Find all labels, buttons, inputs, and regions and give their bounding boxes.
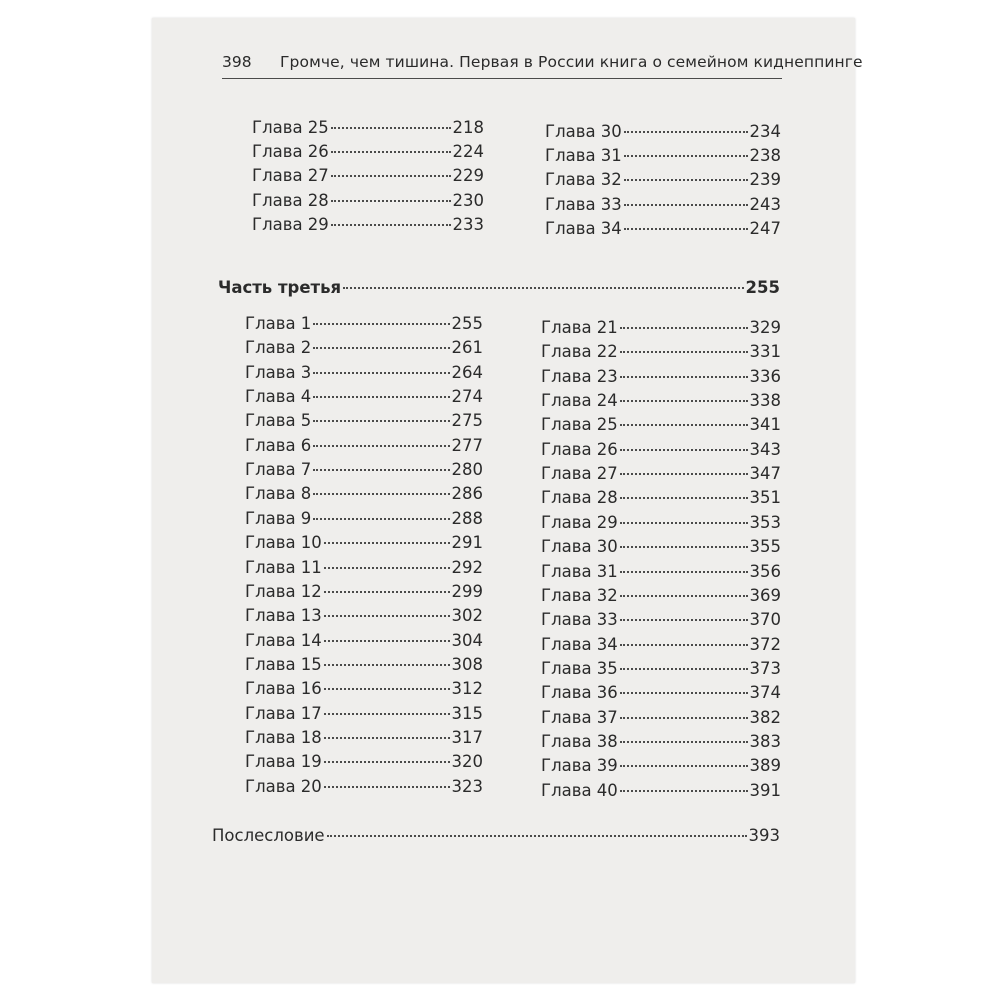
- toc-entry-label: Глава 34: [545, 218, 622, 238]
- dot-leader: [620, 668, 748, 670]
- toc-entry-label: Глава 4: [245, 387, 312, 407]
- toc-entry-label: Глава 8: [245, 484, 312, 504]
- toc-entry-label: Глава 30: [545, 122, 622, 141]
- toc-chapter-entry: [541, 779, 781, 803]
- toc-chapter-entry: [245, 629, 483, 653]
- toc-entry-page: 239: [749, 170, 781, 190]
- toc-entry-label: Глава 17: [245, 703, 322, 723]
- toc-entry-page: 280: [451, 460, 483, 480]
- toc-entry-page: 391: [749, 780, 781, 800]
- toc-entry-label: Глава 33: [545, 194, 622, 214]
- dot-leader: [620, 327, 748, 329]
- toc-entry-page: 230: [452, 190, 484, 210]
- toc-entry-page: 255: [451, 314, 483, 333]
- toc-chapter-entry: [541, 462, 781, 486]
- toc-entry-page: 224: [452, 142, 484, 162]
- toc-entry-label: Глава 28: [252, 190, 329, 210]
- toc-entry-label: Глава 25: [252, 118, 329, 137]
- dot-leader: [620, 546, 748, 548]
- dot-leader: [324, 664, 450, 666]
- toc-entry-label: Глава 31: [541, 561, 618, 581]
- toc-entry-page: 274: [451, 387, 483, 407]
- toc-chapter-entry: [245, 750, 483, 774]
- toc-entry-page: 323: [451, 776, 483, 796]
- dot-leader: [313, 396, 449, 398]
- dot-leader: [313, 518, 449, 520]
- dot-leader: [324, 542, 450, 544]
- dot-leader: [620, 497, 748, 499]
- dot-leader: [331, 151, 451, 153]
- toc-entry-page: 336: [749, 366, 781, 386]
- toc-chapter-entry: [252, 164, 484, 188]
- toc-entry-page: 247: [749, 218, 781, 238]
- dot-leader: [324, 591, 450, 593]
- dot-leader: [313, 420, 449, 422]
- toc-entry-label: Глава 5: [245, 411, 312, 431]
- toc-entry-label: Глава 7: [245, 460, 312, 480]
- toc-entry-page: 383: [749, 731, 781, 751]
- toc-entry-label: Глава 11: [245, 557, 322, 577]
- toc-chapter-entry: [252, 140, 484, 164]
- dot-leader: [343, 287, 743, 289]
- toc-chapter-entry: [545, 120, 781, 144]
- toc-entry-page: 275: [451, 411, 483, 431]
- toc-chapter-entry: [541, 730, 781, 754]
- toc-chapter-entry: [541, 535, 781, 559]
- toc-entry-label: Глава 20: [245, 776, 322, 796]
- toc-chapter-entry: [245, 531, 483, 555]
- toc-entry-page: 351: [749, 488, 781, 508]
- toc-chapter-entry: [541, 511, 781, 535]
- dot-leader: [620, 473, 748, 475]
- toc-entry-label: Глава 40: [541, 780, 618, 800]
- toc-entry-page: 317: [451, 727, 483, 747]
- toc-entry-label: Глава 39: [541, 756, 618, 776]
- dot-leader: [620, 790, 748, 792]
- toc-entry-page: 238: [749, 146, 781, 166]
- toc-entry-label: Глава 3: [245, 362, 312, 382]
- toc-entry-label: Глава 16: [245, 679, 322, 699]
- toc-entry-page: 312: [451, 679, 483, 699]
- toc-entry-label: Глава 33: [541, 610, 618, 630]
- toc-entry-label: Глава 1: [245, 314, 312, 333]
- toc-entry-page: 393: [748, 826, 780, 845]
- toc-chapter-entry: [245, 458, 483, 482]
- toc-entry-page: 389: [749, 756, 781, 776]
- toc-entry-label: Глава 36: [541, 683, 618, 703]
- running-title: Громче, чем тишина. Первая в России книга о семейном киднеппинге: [280, 53, 863, 71]
- toc-entry-label: Глава 31: [545, 146, 622, 166]
- toc-chapter-entry: [245, 434, 483, 458]
- toc-chapter-entry: [541, 657, 781, 681]
- toc-entry-label: Глава 32: [545, 170, 622, 190]
- dot-leader: [624, 179, 748, 181]
- toc-entry-label: Глава 10: [245, 533, 322, 553]
- toc-chapter-entry: [252, 213, 484, 237]
- toc-entry-page: 356: [749, 561, 781, 581]
- toc-entry-page: 372: [749, 634, 781, 654]
- toc-entry-label: Глава 6: [245, 435, 312, 455]
- toc-entry-label: Глава 19: [245, 752, 322, 772]
- toc-chapter-entry: [245, 361, 483, 385]
- dot-leader: [331, 175, 451, 177]
- toc-entry-page: 374: [749, 683, 781, 703]
- toc-entry-page: 315: [451, 703, 483, 723]
- toc-entry-page: 343: [749, 439, 781, 459]
- toc-chapter-entry: [545, 217, 781, 241]
- running-header: [222, 48, 863, 79]
- toc-chapter-entry: [245, 336, 483, 360]
- toc-entry-page: 329: [749, 318, 781, 337]
- toc-chapter-entry: [545, 168, 781, 192]
- toc-chapter-entry: [245, 312, 483, 336]
- toc-chapter-entry: [541, 706, 781, 730]
- toc-entry-label: Глава 27: [541, 464, 618, 484]
- dot-leader: [313, 493, 449, 495]
- toc-chapter-entry: [245, 677, 483, 701]
- toc-chapter-entry: [541, 340, 781, 364]
- dot-leader: [324, 761, 450, 763]
- dot-leader: [620, 692, 748, 694]
- toc-entry-page: 331: [749, 342, 781, 362]
- toc-entry-label: Глава 27: [252, 166, 329, 186]
- toc-entry-page: 370: [749, 610, 781, 630]
- toc-entry-label: Глава 29: [541, 512, 618, 532]
- page-number: 398: [222, 53, 252, 71]
- toc-entry-page: 308: [451, 654, 483, 674]
- toc-entry-label: Глава 37: [541, 707, 618, 727]
- dot-leader: [324, 737, 450, 739]
- dot-leader: [620, 595, 748, 597]
- toc-chapter-entry: [252, 116, 484, 140]
- toc-chapter-entry: [541, 316, 781, 340]
- dot-leader: [313, 372, 449, 374]
- toc-entry-label: Глава 9: [245, 508, 312, 528]
- toc-entry-page: 382: [749, 707, 781, 727]
- dot-leader: [313, 347, 449, 349]
- toc-entry-page: 304: [451, 630, 483, 650]
- toc-entry-label: Глава 28: [541, 488, 618, 508]
- toc-entry-page: 369: [749, 585, 781, 605]
- toc-chapter-entry: [252, 189, 484, 213]
- toc-entry-label: Глава 15: [245, 654, 322, 674]
- toc-chapter-entry: [541, 413, 781, 437]
- toc-chapter-entry: [245, 702, 483, 726]
- toc-entry-label: Глава 2: [245, 338, 312, 358]
- toc-entry-page: 261: [451, 338, 483, 358]
- toc-entry-label: Часть третья: [218, 278, 342, 297]
- dot-leader: [620, 351, 748, 353]
- dot-leader: [331, 127, 451, 129]
- toc-entry-page: 320: [451, 752, 483, 772]
- toc-entry-page: 338: [749, 391, 781, 411]
- dot-leader: [624, 228, 748, 230]
- dot-leader: [324, 786, 450, 788]
- toc-entry-label: Глава 38: [541, 731, 618, 751]
- dot-leader: [620, 619, 748, 621]
- toc-entry-page: 277: [451, 435, 483, 455]
- toc-chapter-entry: [545, 144, 781, 168]
- toc-entry-page: 347: [749, 464, 781, 484]
- dot-leader: [331, 200, 451, 202]
- toc-entry-label: Глава 23: [541, 366, 618, 386]
- toc-entry-page: 233: [452, 214, 484, 234]
- dot-leader: [620, 571, 748, 573]
- toc-entry-label: Глава 12: [245, 581, 322, 601]
- toc-entry-label: Глава 24: [541, 391, 618, 411]
- toc-chapter-entry: [245, 580, 483, 604]
- toc-afterword-entry: [212, 824, 780, 848]
- toc-chapter-entry: [541, 633, 781, 657]
- dot-leader: [624, 131, 748, 133]
- toc-entry-label: Глава 34: [541, 634, 618, 654]
- toc-chapter-entry: [541, 608, 781, 632]
- toc-entry-label: Послесловие: [212, 826, 325, 845]
- toc-chapter-entry: [245, 385, 483, 409]
- dot-leader: [624, 155, 748, 157]
- dot-leader: [327, 835, 747, 837]
- toc-chapter-entry: [541, 754, 781, 778]
- dot-leader: [331, 224, 451, 226]
- toc-entry-page: 299: [451, 581, 483, 601]
- toc-entry-page: 302: [451, 606, 483, 626]
- toc-entry-label: Глава 21: [541, 318, 618, 337]
- toc-chapter-entry: [245, 726, 483, 750]
- dot-leader: [620, 644, 748, 646]
- toc-entry-label: Глава 13: [245, 606, 322, 626]
- dot-leader: [324, 640, 450, 642]
- toc-chapter-entry: [245, 604, 483, 628]
- dot-leader: [313, 323, 449, 325]
- toc-entry-label: Глава 22: [541, 342, 618, 362]
- toc-chapter-entry: [245, 482, 483, 506]
- toc-entry-label: Глава 18: [245, 727, 322, 747]
- dot-leader: [620, 765, 748, 767]
- toc-entry-label: Глава 26: [252, 142, 329, 162]
- dot-leader: [324, 567, 450, 569]
- toc-part-heading: [218, 276, 780, 300]
- dot-leader: [620, 400, 748, 402]
- dot-leader: [620, 449, 748, 451]
- toc-entry-page: 292: [451, 557, 483, 577]
- toc-chapter-entry: [541, 681, 781, 705]
- toc-entry-page: 355: [749, 537, 781, 557]
- dot-leader: [620, 522, 748, 524]
- dot-leader: [624, 204, 748, 206]
- dot-leader: [620, 376, 748, 378]
- dot-leader: [324, 713, 450, 715]
- dot-leader: [313, 445, 449, 447]
- toc-chapter-entry: [541, 389, 781, 413]
- toc-entry-label: Глава 35: [541, 658, 618, 678]
- toc-entry-page: 264: [451, 362, 483, 382]
- toc-entry-page: 255: [745, 278, 780, 297]
- toc-entry-page: 288: [451, 508, 483, 528]
- toc-entry-label: Глава 32: [541, 585, 618, 605]
- toc-chapter-entry: [245, 556, 483, 580]
- toc-entry-page: 218: [452, 118, 484, 137]
- toc-entry-page: 373: [749, 658, 781, 678]
- toc-entry-page: 234: [749, 122, 781, 141]
- toc-chapter-entry: [245, 507, 483, 531]
- toc-chapter-entry: [541, 584, 781, 608]
- toc-entry-label: Глава 25: [541, 415, 618, 435]
- dot-leader: [620, 717, 748, 719]
- toc-chapter-entry: [245, 409, 483, 433]
- toc-chapter-entry: [245, 653, 483, 677]
- toc-entry-label: Глава 14: [245, 630, 322, 650]
- toc-chapter-entry: [541, 486, 781, 510]
- toc-entry-page: 353: [749, 512, 781, 532]
- dot-leader: [324, 688, 450, 690]
- toc-chapter-entry: [541, 365, 781, 389]
- toc-entry-page: 243: [749, 194, 781, 214]
- dot-leader: [324, 615, 450, 617]
- toc-entry-label: Глава 30: [541, 537, 618, 557]
- dot-leader: [313, 469, 449, 471]
- toc-entry-label: Глава 29: [252, 214, 329, 234]
- toc-entry-page: 341: [749, 415, 781, 435]
- dot-leader: [620, 424, 748, 426]
- toc-entry-label: Глава 26: [541, 439, 618, 459]
- dot-leader: [620, 741, 748, 743]
- toc-chapter-entry: [541, 438, 781, 462]
- toc-chapter-entry: [541, 560, 781, 584]
- toc-chapter-entry: [245, 775, 483, 799]
- toc-entry-page: 286: [451, 484, 483, 504]
- toc-chapter-entry: [545, 193, 781, 217]
- toc-entry-page: 291: [451, 533, 483, 553]
- toc-entry-page: 229: [452, 166, 484, 186]
